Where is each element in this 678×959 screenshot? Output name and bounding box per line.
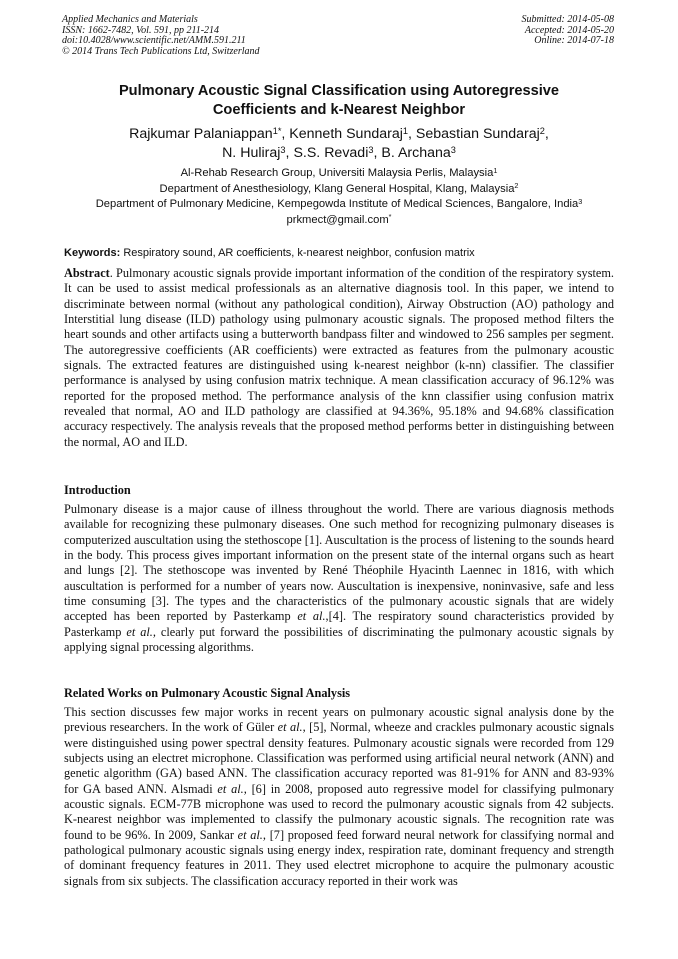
publication-dates (394, 15, 614, 47)
abstract-text: . Pulmonary acoustic signals provide important information of the condition of the respiratory system. It can be used to assist medical professionals as an alternative diagnosis tool. In this paper, we intend to discriminate between normal (without any pathological condition), Airway Obstruction (AO) pathology and Interstitial lung disease (ILD) pathology using pulmonary acoustic signals. The proposed method filters the heart sounds and other artifacts using a butterworth bandpass filter and windowed to 256 samples per segment. The autoregressive coefficients (AR coefficients) were extracted as features from the pulmonary acoustic signals. The extracted features are distinguished using k-nearest neighbor (k-nn) classifier. The classifier performance is analysed by using confusion matrix technique. A mean classification accuracy of 96.12% was reported for the proposed method. The performance analysis of the knn classifier using confusion matrix revealed that normal, AO and ILD pathology are classified at 94.36%, 95.18% and 94.68% classification accuracy respectively. The analysis reveals that the proposed method performs better in distinguishing between the normal, AO and ILD. (64, 266, 614, 449)
corresponding-email (40, 213, 638, 229)
related-etal: et al., (217, 781, 247, 796)
affiliation-superscript: 3 (578, 196, 583, 206)
submitted-date: Submitted: 2014-05-08 (521, 14, 614, 25)
author-name: Sebastian Sundaraj (415, 126, 540, 142)
related-etal: et al., (277, 720, 306, 735)
intro-text: clearly put forward the possibilities of discriminating the pulmonary acoustic signals by applying signal processing algorithms. (64, 624, 614, 655)
related-text: This section discusses few major works in recent years on pulmonary acoustic signal analysis done by the previous researchers. In the work of Güler (64, 705, 614, 735)
title-line-1: Pulmonary Acoustic Signal Classification using Autoregressive (118, 83, 560, 99)
introduction-heading: Introduction (64, 483, 131, 497)
introduction-paragraph (64, 502, 614, 655)
journal-header (62, 15, 382, 57)
abstract (64, 266, 614, 450)
affiliation-3 (40, 197, 638, 213)
online-date: Online: 2014-07-18 (534, 35, 614, 47)
author-name: B. Archana (381, 145, 451, 161)
related-works-heading: Related Works on Pulmonary Acoustic Signal Analysis (64, 686, 351, 700)
accepted-date: Accepted: 2014-05-20 (524, 24, 614, 36)
affiliation-superscript: 1 (493, 165, 498, 175)
email-superscript: * (388, 212, 392, 222)
issn: ISSN: 1662-7482, Vol. 591, pp 211-214 (62, 24, 220, 36)
affiliation-2 (40, 182, 638, 198)
abstract-label: Abstract (64, 266, 110, 280)
author-name: S.S. Revadi (293, 145, 369, 161)
author-superscript: 2 (539, 125, 545, 136)
journal-name: Applied Mechanics and Materials (62, 14, 198, 25)
affiliations (40, 166, 638, 228)
related-text: [7] proposed feed forward neural network for classifying normal and pathological pulmonary acoustic signals using energy index, respiration rate, dominant frequency and strength of dominant frequency features in 2011. They used electret microphone to acquire the pulmonary acoustic signals from six subjects. The classification accuracy reported in their work was (64, 827, 614, 888)
keywords-label: Keywords: (64, 247, 121, 259)
related-etal: et al., (237, 827, 266, 842)
author-superscript: 3 (280, 144, 286, 155)
keywords (64, 246, 614, 260)
title-line-2: Coefficients and k-Nearest Neighbor (212, 102, 466, 118)
author-superscript: 3 (450, 144, 456, 155)
author-name: Kenneth Sundaraj (289, 126, 403, 142)
author-name: N. Huliraj (222, 145, 281, 161)
affiliation-1 (40, 166, 638, 182)
copyright: © 2014 Trans Tech Publications Ltd, Switzerland (62, 45, 260, 57)
related-works-paragraph (64, 705, 614, 889)
author-superscript: 1* (272, 125, 282, 136)
related-text: [5], Normal, wheeze and crackles pulmonary acoustic signals were distinguished using power spectral density features. Pulmonary acoustic signals were recorded from 129 subjects using an electret microphone. Classification was performed using artificial neural network (ANN) and genetic algorithm (GA) based ANN. The classification accuracy reported was 81-91% for ANN and 83-93% for GA based ANN. Alsmadi (64, 720, 614, 796)
author-name: Rajkumar Palaniappan (129, 126, 273, 142)
affiliation-text: Department of Pulmonary Medicine, Kempegowda Institute of Medical Sciences, Bangalore, India (95, 198, 579, 210)
doi: doi:10.4028/www.scientific.net/AMM.591.211 (62, 35, 246, 47)
intro-text: ,[4]. The respiratory sound characteristics provided by Pasterkamp (64, 609, 614, 639)
author-superscript: 3 (368, 144, 374, 155)
affiliation-text: Al-Rehab Research Group, Universiti Malaysia Perlis, Malaysia (180, 167, 494, 179)
intro-etal: et al., (126, 624, 156, 639)
intro-text: Pulmonary disease is a major cause of illness throughout the world. There are various diagnosis methods available for recognizing these pulmonary diseases. One such method for recognizing pulmonary diseases is computerized auscultation using the stethoscope [1]. Auscultation is the process of listening to the sounds heard in the body. This process gives important information on the present state of the internal organs such as heart and lungs [2]. The stethoscope was invented by René Théophile Hyacinth Laennec in 1816, with which auscultation is performed for a number of years now. Auscultation is inexpensive, noninvasive, safe and less time consuming [3]. The types and the characteristics of the pulmonary acoustic signals that are widely accepted has been reported by Pasterkamp (64, 502, 614, 624)
author-superscript: 1 (402, 125, 409, 136)
intro-etal: et al. (297, 609, 326, 624)
author-list: Rajkumar Palaniappan$^{1*}$, Kenneth Sundaraj$^1$, Sebastian Sundaraj$^2$, N. Huliraj$^3$, S.S. Revadi$^3$, B. Archana$^3$ (129, 125, 549, 161)
paper-title (64, 82, 614, 120)
affiliation-superscript: 2 (514, 181, 519, 191)
affiliation-text: Department of Anesthesiology, Klang General Hospital, Klang, Malaysia (159, 182, 515, 195)
email-text: prkmect@gmail.com (286, 213, 389, 226)
keywords-text: Respiratory sound, AR coefficients, k-nearest neighbor, confusion matrix (123, 247, 475, 259)
related-text: [6] in 2008, proposed auto regressive model for classifying pulmonary acoustic signals. ECM-77B microphone was used to record the pulmonary acoustic signals from 42 subjects. K-nearest neighbor was implemented to classify the pulmonary acoustic signals. The recognition rate was found to be 96%. In 2009, Sankar (64, 781, 614, 842)
